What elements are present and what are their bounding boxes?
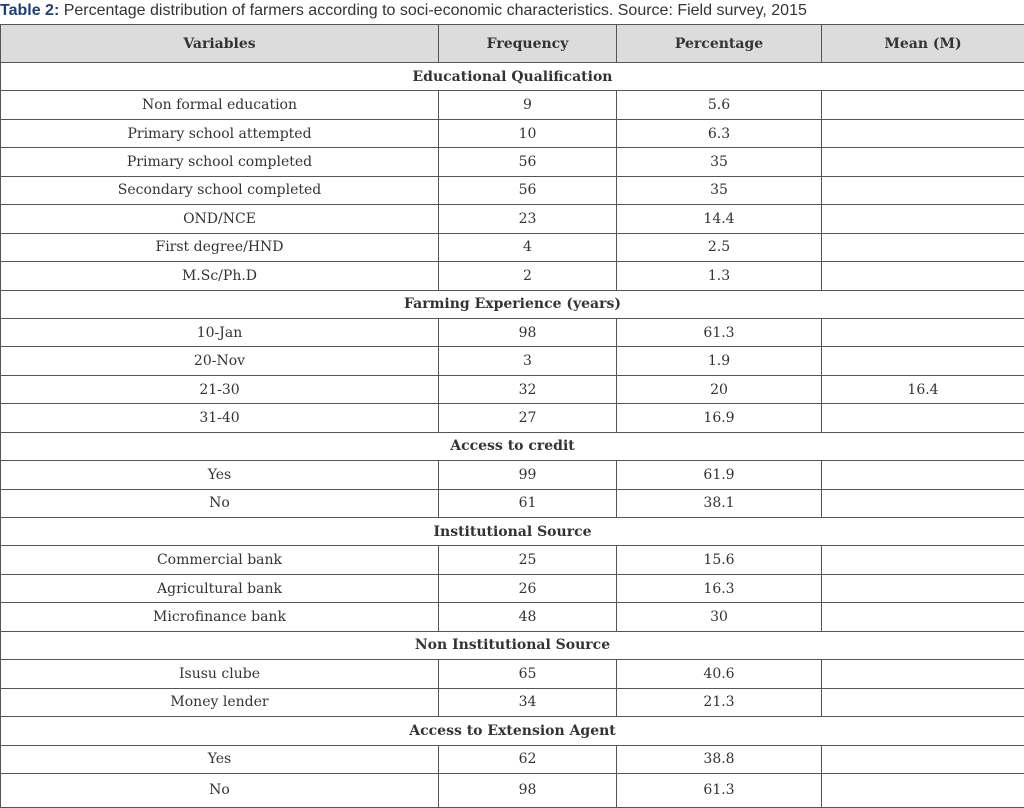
- mean-cell: [822, 91, 1024, 119]
- variable-cell: First degree/HND: [1, 233, 439, 261]
- variable-cell: 31-40: [1, 404, 439, 432]
- frequency-cell: 56: [439, 148, 617, 176]
- section-row: [1, 63, 1024, 91]
- table-row: [1, 546, 1024, 574]
- mean-cell: [822, 233, 1024, 261]
- frequency-cell: 10: [439, 119, 617, 147]
- percentage-cell: 14.4: [617, 205, 822, 233]
- table-row: [1, 205, 1024, 233]
- variable-cell: Primary school attempted: [1, 119, 439, 147]
- table-row: [1, 404, 1024, 432]
- variable-cell: Yes: [1, 461, 439, 489]
- percentage-cell: 30: [617, 603, 822, 631]
- data-table: [0, 24, 1024, 808]
- mean-cell: [822, 574, 1024, 602]
- percentage-cell: 15.6: [617, 546, 822, 574]
- table-body: [1, 63, 1024, 808]
- section-heading: Non Institutional Source: [1, 631, 1024, 659]
- mean-cell: [822, 119, 1024, 147]
- mean-cell: [822, 148, 1024, 176]
- variable-cell: 21-30: [1, 375, 439, 403]
- mean-cell: 16.4: [822, 375, 1024, 403]
- percentage-cell: 16.3: [617, 574, 822, 602]
- percentage-cell: 61.3: [617, 318, 822, 346]
- table-header: [1, 25, 1024, 63]
- frequency-cell: 61: [439, 489, 617, 517]
- column-header-variables: Variables: [1, 25, 439, 63]
- table-row: [1, 233, 1024, 261]
- table-row: [1, 489, 1024, 517]
- frequency-cell: 9: [439, 91, 617, 119]
- variable-cell: Agricultural bank: [1, 574, 439, 602]
- frequency-cell: 27: [439, 404, 617, 432]
- percentage-cell: 35: [617, 148, 822, 176]
- variable-cell: Primary school completed: [1, 148, 439, 176]
- mean-cell: [822, 347, 1024, 375]
- frequency-cell: 2: [439, 262, 617, 290]
- variable-cell: OND/NCE: [1, 205, 439, 233]
- frequency-cell: 56: [439, 176, 617, 204]
- table-row: [1, 262, 1024, 290]
- table-caption: [0, 0, 807, 24]
- percentage-cell: 61.9: [617, 461, 822, 489]
- section-heading: Institutional Source: [1, 518, 1024, 546]
- variable-cell: Commercial bank: [1, 546, 439, 574]
- variable-cell: 20-Nov: [1, 347, 439, 375]
- caption-label: Table 2:: [0, 2, 60, 19]
- mean-cell: [822, 546, 1024, 574]
- variable-cell: Secondary school completed: [1, 176, 439, 204]
- table-row: [1, 745, 1024, 773]
- section-row: [1, 631, 1024, 659]
- table-row: [1, 176, 1024, 204]
- mean-cell: [822, 489, 1024, 517]
- percentage-cell: 35: [617, 176, 822, 204]
- frequency-cell: 25: [439, 546, 617, 574]
- table-row: [1, 91, 1024, 119]
- percentage-cell: 21.3: [617, 688, 822, 716]
- frequency-cell: 34: [439, 688, 617, 716]
- section-row: [1, 290, 1024, 318]
- mean-cell: [822, 205, 1024, 233]
- percentage-cell: 16.9: [617, 404, 822, 432]
- table-row: [1, 660, 1024, 688]
- frequency-cell: 48: [439, 603, 617, 631]
- mean-cell: [822, 660, 1024, 688]
- section-heading: Access to Extension Agent: [1, 717, 1024, 745]
- table-row: [1, 574, 1024, 602]
- variable-cell: No: [1, 773, 439, 807]
- variable-cell: M.Sc/Ph.D: [1, 262, 439, 290]
- mean-cell: [822, 461, 1024, 489]
- frequency-cell: 98: [439, 318, 617, 346]
- table-row: [1, 461, 1024, 489]
- percentage-cell: 20: [617, 375, 822, 403]
- percentage-cell: 6.3: [617, 119, 822, 147]
- table-row: [1, 773, 1024, 807]
- variable-cell: Yes: [1, 745, 439, 773]
- section-heading: Access to credit: [1, 432, 1024, 460]
- mean-cell: [822, 745, 1024, 773]
- column-header-percentage: Percentage: [617, 25, 822, 63]
- percentage-cell: 1.3: [617, 262, 822, 290]
- mean-cell: [822, 318, 1024, 346]
- percentage-cell: 1.9: [617, 347, 822, 375]
- frequency-cell: 23: [439, 205, 617, 233]
- variable-cell: No: [1, 489, 439, 517]
- mean-cell: [822, 262, 1024, 290]
- table-row: [1, 148, 1024, 176]
- section-row: [1, 432, 1024, 460]
- mean-cell: [822, 773, 1024, 807]
- mean-cell: [822, 603, 1024, 631]
- variable-cell: Isusu clube: [1, 660, 439, 688]
- percentage-cell: 61.3: [617, 773, 822, 807]
- section-row: [1, 717, 1024, 745]
- table-row: [1, 375, 1024, 403]
- frequency-cell: 3: [439, 347, 617, 375]
- percentage-cell: 38.1: [617, 489, 822, 517]
- variable-cell: 10-Jan: [1, 318, 439, 346]
- variable-cell: Microfinance bank: [1, 603, 439, 631]
- mean-cell: [822, 404, 1024, 432]
- percentage-cell: 2.5: [617, 233, 822, 261]
- variable-cell: Money lender: [1, 688, 439, 716]
- table-row: [1, 603, 1024, 631]
- column-header-mean: Mean (M): [822, 25, 1024, 63]
- mean-cell: [822, 176, 1024, 204]
- percentage-cell: 40.6: [617, 660, 822, 688]
- percentage-cell: 5.6: [617, 91, 822, 119]
- frequency-cell: 99: [439, 461, 617, 489]
- frequency-cell: 62: [439, 745, 617, 773]
- percentage-cell: 38.8: [617, 745, 822, 773]
- table-row: [1, 119, 1024, 147]
- frequency-cell: 65: [439, 660, 617, 688]
- header-row: [1, 25, 1024, 63]
- frequency-cell: 26: [439, 574, 617, 602]
- caption-text: Percentage distribution of farmers according to soci-economic characteristics. Source: Field survey, 2015: [59, 2, 807, 19]
- section-heading: Farming Experience (years): [1, 290, 1024, 318]
- frequency-cell: 98: [439, 773, 617, 807]
- column-header-frequency: Frequency: [439, 25, 617, 63]
- section-heading: Educational Qualification: [1, 63, 1024, 91]
- frequency-cell: 4: [439, 233, 617, 261]
- variable-cell: Non formal education: [1, 91, 439, 119]
- table-row: [1, 688, 1024, 716]
- table-row: [1, 347, 1024, 375]
- section-row: [1, 518, 1024, 546]
- mean-cell: [822, 688, 1024, 716]
- table-row: [1, 318, 1024, 346]
- frequency-cell: 32: [439, 375, 617, 403]
